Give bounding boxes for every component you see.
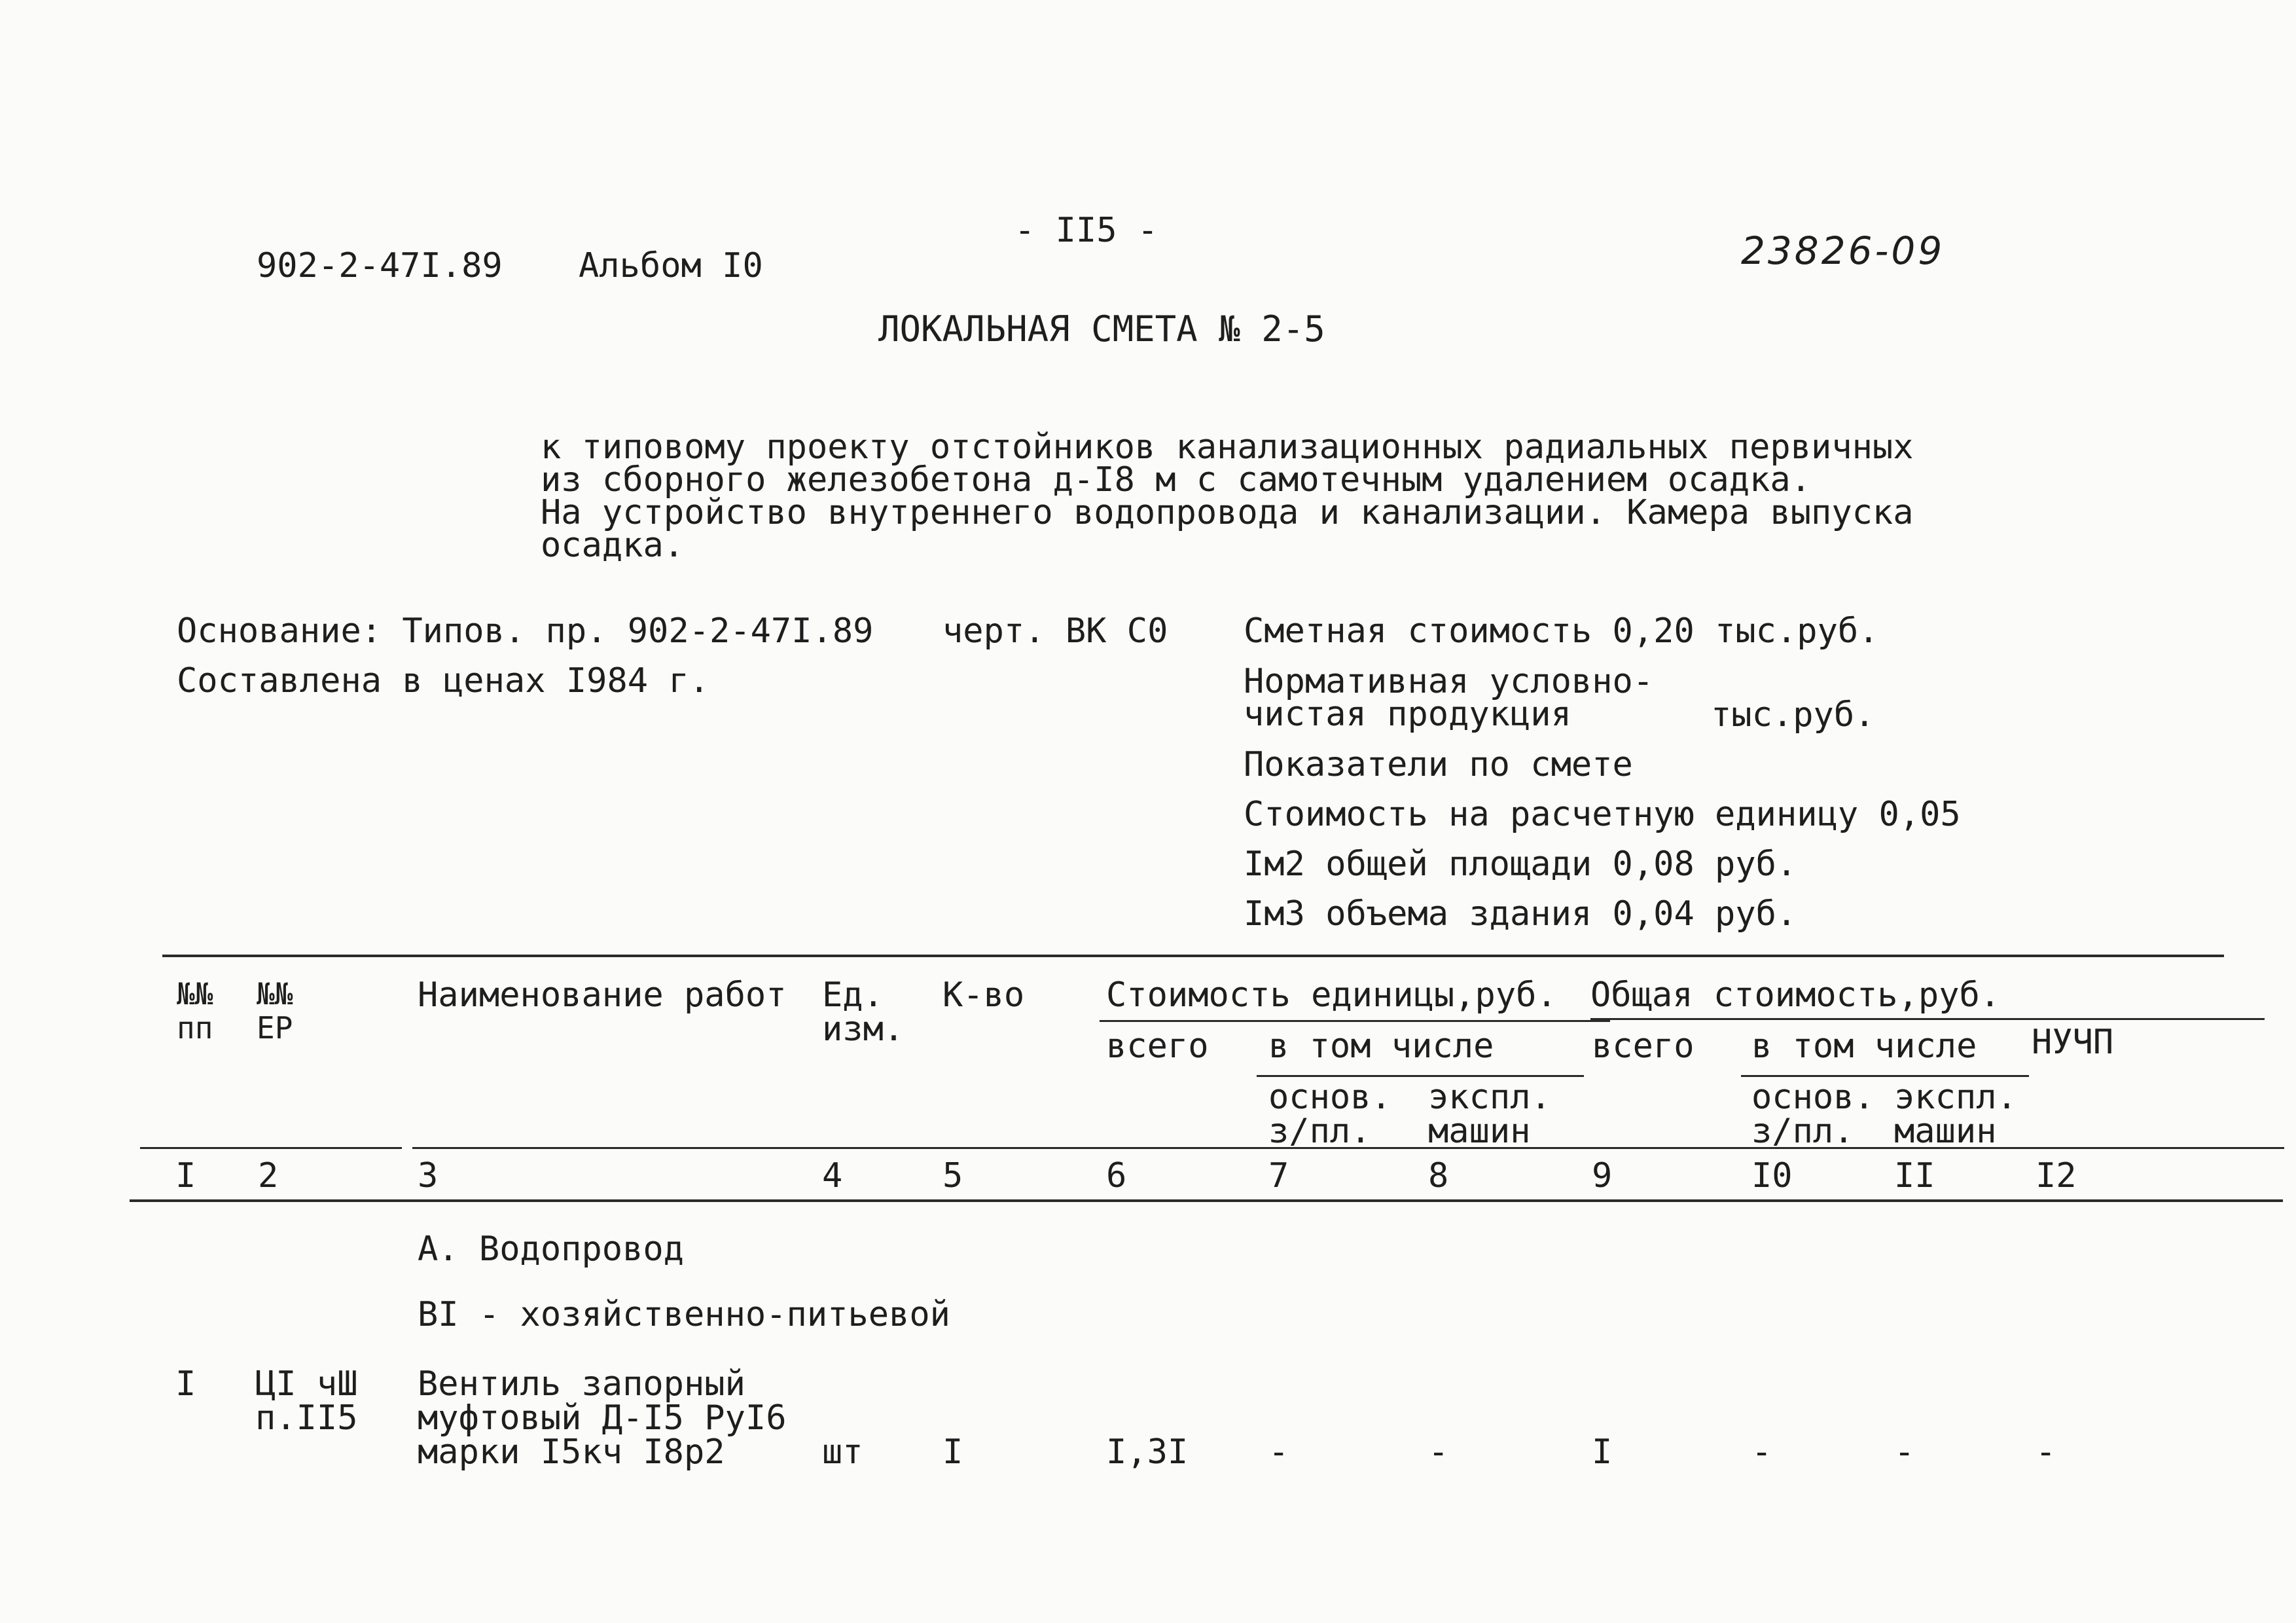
basis-label: Основание: Типов. пр. 902-2-47I.89	[177, 611, 874, 651]
header-unit-wages: основ. з/пл.	[1268, 1078, 1391, 1151]
column-number: I0	[1751, 1156, 1793, 1195]
album-label: Альбом I0	[579, 246, 763, 285]
header-nuchp: НУЧП	[2032, 1023, 2114, 1062]
column-number: 6	[1106, 1156, 1127, 1195]
header-total-cost: Общая стоимость,руб.	[1590, 976, 2001, 1015]
header-unit: Ед. изм.	[822, 976, 905, 1049]
column-number: 8	[1428, 1156, 1449, 1195]
row-unit-total: I,3I	[1106, 1432, 1189, 1472]
estimated-cost: Сметная стоимость 0,20 тыс.руб.	[1244, 611, 1879, 651]
column-number: II	[1894, 1156, 1935, 1195]
row-total-machines: -	[1894, 1432, 1915, 1472]
column-number: I	[175, 1156, 196, 1195]
page-number: - II5 -	[1014, 211, 1158, 250]
row-unit-machines: -	[1428, 1432, 1449, 1472]
header-total-machines: экспл. машин	[1894, 1078, 2017, 1151]
column-number: 4	[822, 1156, 843, 1195]
header-unit-total: всего	[1106, 1027, 1209, 1066]
row-total: I	[1592, 1432, 1613, 1472]
normative-product-label: Нормативная условно- чистая продукция	[1244, 662, 1654, 734]
inventory-number: 23826-09	[1741, 228, 1945, 273]
column-number: 5	[942, 1156, 963, 1195]
doc-number: 902-2-47I.89	[257, 246, 503, 285]
row-rate-ref: ЦI чШ п.II5	[255, 1364, 358, 1438]
column-number: 7	[1268, 1156, 1289, 1195]
column-number: 3	[418, 1156, 439, 1195]
unit-cost-rule	[1100, 1020, 1610, 1022]
header-total-wages: основ. з/пл.	[1751, 1078, 1874, 1151]
total-cost-rule	[1590, 1018, 2265, 1020]
header-er: №№ ЕР	[257, 976, 293, 1046]
total-breakdown-rule	[1741, 1075, 2029, 1077]
normative-product-unit: тыс.руб.	[1711, 695, 1875, 735]
cost-per-m3: Iм3 объема здания 0,04 руб.	[1244, 894, 1797, 934]
header-unit-including: в том числе	[1268, 1027, 1494, 1066]
unit-breakdown-rule	[1257, 1075, 1584, 1077]
header-pp: №№ пп	[177, 976, 213, 1046]
subsection-title: ВI - хозяйственно-питьевой	[418, 1295, 950, 1334]
header-total-including: в том числе	[1751, 1027, 1977, 1066]
row-total-wages: -	[1751, 1432, 1772, 1472]
document-description: к типовому проекту отстойников канализационных радиальных первичных из сборного железобетона д-I8 м с самотечным удалением осадка. На устройство внутреннего водопровода и канализации. Камера выпуска осадка.	[541, 428, 1914, 565]
table-top-rule	[162, 955, 2224, 957]
cost-per-m2: Iм2 общей площади 0,08 руб.	[1244, 845, 1797, 884]
row-work-name: Вентиль запорный муфтовый Д-I5 РуI6 марки I5кч I8р2	[418, 1364, 787, 1472]
header-unit-cost: Стоимость единицы,руб.	[1106, 976, 1557, 1015]
header-quantity: К-во	[942, 976, 1025, 1015]
drawing-ref: черт. ВК С0	[942, 611, 1168, 651]
row-nuchp: -	[2036, 1432, 2056, 1472]
cost-per-unit: Стоимость на расчетную единицу 0,05	[1244, 795, 1961, 834]
row-number: I	[175, 1364, 196, 1404]
prices-year: Составлена в ценах I984 г.	[177, 661, 709, 701]
header-total-total: всего	[1592, 1027, 1695, 1066]
column-number: 9	[1592, 1156, 1613, 1195]
row-unit: шт	[822, 1432, 863, 1472]
column-number: 2	[258, 1156, 279, 1195]
section-title: А. Водопровод	[418, 1230, 684, 1269]
column-number: I2	[2036, 1156, 2077, 1195]
row-quantity: I	[942, 1432, 963, 1472]
column-numbers-rule	[130, 1199, 2283, 1202]
indicators-label: Показатели по смете	[1244, 745, 1633, 784]
header-work-name: Наименование работ	[418, 976, 787, 1015]
document-title: ЛОКАЛЬНАЯ СМЕТА № 2-5	[878, 308, 1325, 350]
row-unit-wages: -	[1268, 1432, 1289, 1472]
header-left-rule	[140, 1147, 402, 1149]
header-unit-machines: экспл. машин	[1428, 1078, 1551, 1151]
